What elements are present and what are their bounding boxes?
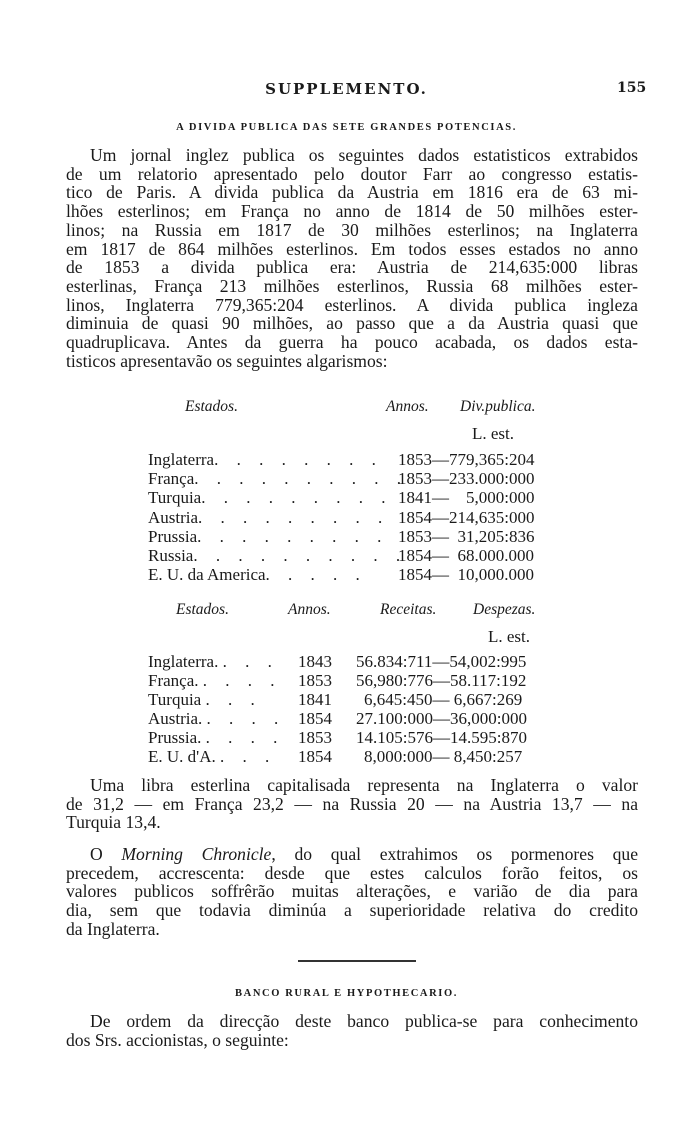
valor: 214,635:000: [449, 508, 535, 527]
text-line: em 1817 de 864 milhões esterlinos. Em todos esses estados no anno: [66, 238, 638, 259]
table-row: [148, 690, 262, 710]
receitas-despezas: 6,645:450— 6,667:269: [364, 690, 523, 709]
header-estados: Estados.: [176, 601, 229, 618]
text-line: dos Srs. accionistas, o seguinte:: [66, 1029, 289, 1050]
anno: 1853: [398, 469, 432, 488]
leader-dots: . . .: [222, 652, 279, 671]
anno-valor: 1854— 68.000.000: [398, 546, 534, 565]
receitas: 56.834:711: [356, 652, 433, 671]
anno: 1854: [398, 546, 432, 565]
leader-dots: . . . . . . . .: [214, 450, 383, 469]
text-line: linos, Inglaterra 779,365:204 esterlinos. A divida publica ingleza: [66, 294, 638, 315]
anno-valor: 1853— 31,205:836: [398, 527, 535, 546]
anno-valor: 1854— 10,000.000: [398, 565, 534, 584]
table-row: [148, 508, 389, 528]
receitas-despezas: 56,980:776—58.117:192: [356, 671, 527, 690]
page-number: 155: [617, 80, 647, 96]
despezas: 58.117:192: [449, 671, 527, 690]
paragraph-divida-intro: [66, 146, 638, 370]
estado: França: [148, 469, 195, 488]
leader-dots: . . .: [205, 690, 262, 709]
valor: 10,000.000: [457, 565, 534, 584]
text-line: Uma libra esterlina capitalisada representa na Inglaterra o valor: [90, 775, 638, 795]
table-row: [148, 450, 383, 470]
valor: 68.000.000: [457, 546, 534, 565]
valor: 31,205:836: [457, 527, 535, 546]
estado: Inglaterra: [148, 450, 215, 469]
anno: 1841: [298, 690, 332, 709]
text-line: Turquia 13,4.: [66, 812, 161, 833]
receitas: 14.105:576: [356, 728, 433, 747]
text-line: da Inglaterra.: [66, 918, 160, 939]
text-fragment: O: [90, 844, 122, 864]
receitas-despezas: 56.834:711—54,002:995: [356, 652, 527, 671]
valor: 779,365:204: [449, 450, 535, 469]
text-line: Um jornal inglez publica os seguintes dados estatisticos extrabidos: [90, 145, 638, 165]
leader-dots: . . . . . . . . .: [198, 508, 390, 527]
despezas: 36,000:000: [449, 709, 527, 728]
header-annos: Annos.: [386, 398, 429, 415]
anno: 1853: [398, 450, 432, 469]
header-div-publica: Div.publica.: [460, 398, 536, 415]
text-line: de 31,2 — em França 23,2 — na Russia 20 — na Austria 13,7 — na: [66, 793, 638, 814]
despezas: 8,450:257: [453, 747, 523, 766]
section-title-banco-rural: BANCO RURAL E HYPOTHECARIO.: [235, 988, 458, 999]
text-line: esterlinas, França 213 milhões esterlinos, Russia 68 milhões ester-: [66, 275, 638, 296]
valor: 233.000:000: [449, 469, 535, 488]
anno-valor: 1853—779,365:204: [398, 450, 535, 469]
anno: 1853: [398, 527, 432, 546]
despezas: 54,002:995: [449, 652, 527, 671]
estado: Austria: [148, 709, 199, 728]
leader-dots: . . . . . . . . . .: [193, 546, 408, 565]
running-head-title: SUPPLEMENTO.: [265, 80, 428, 98]
anno: 1854: [298, 747, 332, 766]
text-line: dia, sem que todavia diminúa a superioridade relativa do credito: [66, 900, 638, 921]
unit-label: L. est.: [472, 424, 515, 443]
anno-valor: 1841— 5,000:000: [398, 488, 535, 507]
valor: 5,000:000: [466, 488, 535, 507]
section-divider: [298, 960, 416, 962]
text-line: precedem, accrescenta: desde que estes calculos forão feitos, os: [66, 862, 638, 883]
estado: França: [148, 671, 195, 690]
header-estados: Estados.: [185, 398, 238, 415]
estado: Prussia: [148, 527, 198, 546]
receitas: 56,980:776: [356, 671, 433, 690]
anno: 1843: [298, 652, 332, 671]
header-annos: Annos.: [288, 601, 331, 618]
anno: 1841: [398, 488, 432, 507]
table-row: [148, 546, 407, 566]
text-line: tico de Paris. A divida publica da Austria em 1816 era de 63 mi-: [66, 182, 638, 203]
unit-label: L. est.: [488, 627, 531, 646]
table-row: [148, 565, 367, 585]
estado: Austria: [148, 508, 199, 527]
text-line: valores publicos soffrêrão muitas alterações, e varião de dia para: [66, 881, 638, 902]
receitas: 27.100:000: [356, 709, 433, 728]
table-row: [148, 469, 408, 489]
table-row: Inglaterra. . . .: [148, 652, 279, 671]
estado: Turquia: [148, 690, 202, 709]
leader-dots: . . . .: [202, 671, 282, 690]
table-row: França. . . . .: [148, 671, 282, 690]
anno: 1854: [298, 709, 332, 728]
anno: 1853: [298, 671, 332, 690]
despezas: 6,667:269: [453, 690, 523, 709]
receitas: 8,000:000: [364, 747, 433, 766]
leader-dots: . . . .: [205, 728, 285, 747]
despezas: 14.595:870: [449, 728, 527, 747]
paragraph-libra-esterlina: [66, 776, 638, 832]
table-row: [148, 488, 392, 508]
text-line: tisticos apresentavão os seguintes algarismos:: [66, 350, 388, 371]
leader-dots: . . .: [220, 747, 277, 766]
header-receitas: Receitas.: [380, 601, 437, 618]
anno-valor: 1853—233.000:000: [398, 469, 535, 488]
text-line: diminuia de quasi 90 milhões, ao passo que a da Austria quasi que: [66, 313, 638, 334]
estado: E. U. d'A: [148, 747, 212, 766]
text-line: quadruplicava. Antes da guerra ha pouco acabada, os dados esta-: [66, 332, 638, 353]
leader-dots: . . . . .: [265, 565, 367, 584]
paragraph-banco-rural: [66, 1012, 638, 1049]
table-row: Austria. . . . .: [148, 709, 286, 728]
estado: Russia: [148, 546, 194, 565]
leader-dots: . . . . . . . . .: [197, 527, 389, 546]
header-despezas: Despezas.: [473, 601, 536, 618]
estado: Prussia: [148, 728, 198, 747]
table-row: [148, 527, 388, 547]
estado: E. U. da America: [148, 565, 266, 584]
receitas-despezas: 27.100:000—36,000:000: [356, 709, 527, 728]
leader-dots: . . . .: [206, 709, 286, 728]
table-row: E. U. d'A. . . .: [148, 747, 277, 766]
anno: 1853: [298, 728, 332, 747]
receitas: 6,645:450: [364, 690, 433, 709]
text-line: lhões esterlinos; em França no anno de 1814 de 50 milhões ester-: [66, 201, 638, 222]
text-line: de um relatorio apresentado pelo doutor Farr ao congresso estatis-: [66, 163, 638, 184]
paragraph-morning-chronicle: [66, 845, 638, 939]
anno: 1854: [398, 508, 432, 527]
text-fragment: , do qual extrahimos os pormenores que: [271, 844, 639, 864]
text-line: De ordem da direcção deste banco publica-se para conhecimento: [90, 1011, 638, 1031]
leader-dots: . . . . . . . . . .: [194, 469, 409, 488]
receitas-despezas: 8,000:000— 8,450:257: [364, 747, 523, 766]
anno: 1854: [398, 565, 432, 584]
leader-dots: . . . . . . . . .: [201, 488, 393, 507]
receitas-despezas: 14.105:576—14.595:870: [356, 728, 527, 747]
text-line: [66, 845, 638, 864]
estado: Inglaterra: [148, 652, 215, 671]
text-line: de 1853 a divida publica era: Austria de 214,635:000 libras: [66, 257, 638, 278]
text-line: linos; na Russia em 1817 de 30 milhões esterlinos; na Inglaterra: [66, 219, 638, 240]
newspaper-name: Morning Chronicle: [121, 844, 272, 864]
table-row: Prussia. . . . .: [148, 728, 285, 747]
estado: Turquia: [148, 488, 202, 507]
section-title-divida-publica: A DIVIDA PUBLICA DAS SETE GRANDES POTENCIAS.: [176, 122, 517, 133]
anno-valor: 1854—214,635:000: [398, 508, 535, 527]
